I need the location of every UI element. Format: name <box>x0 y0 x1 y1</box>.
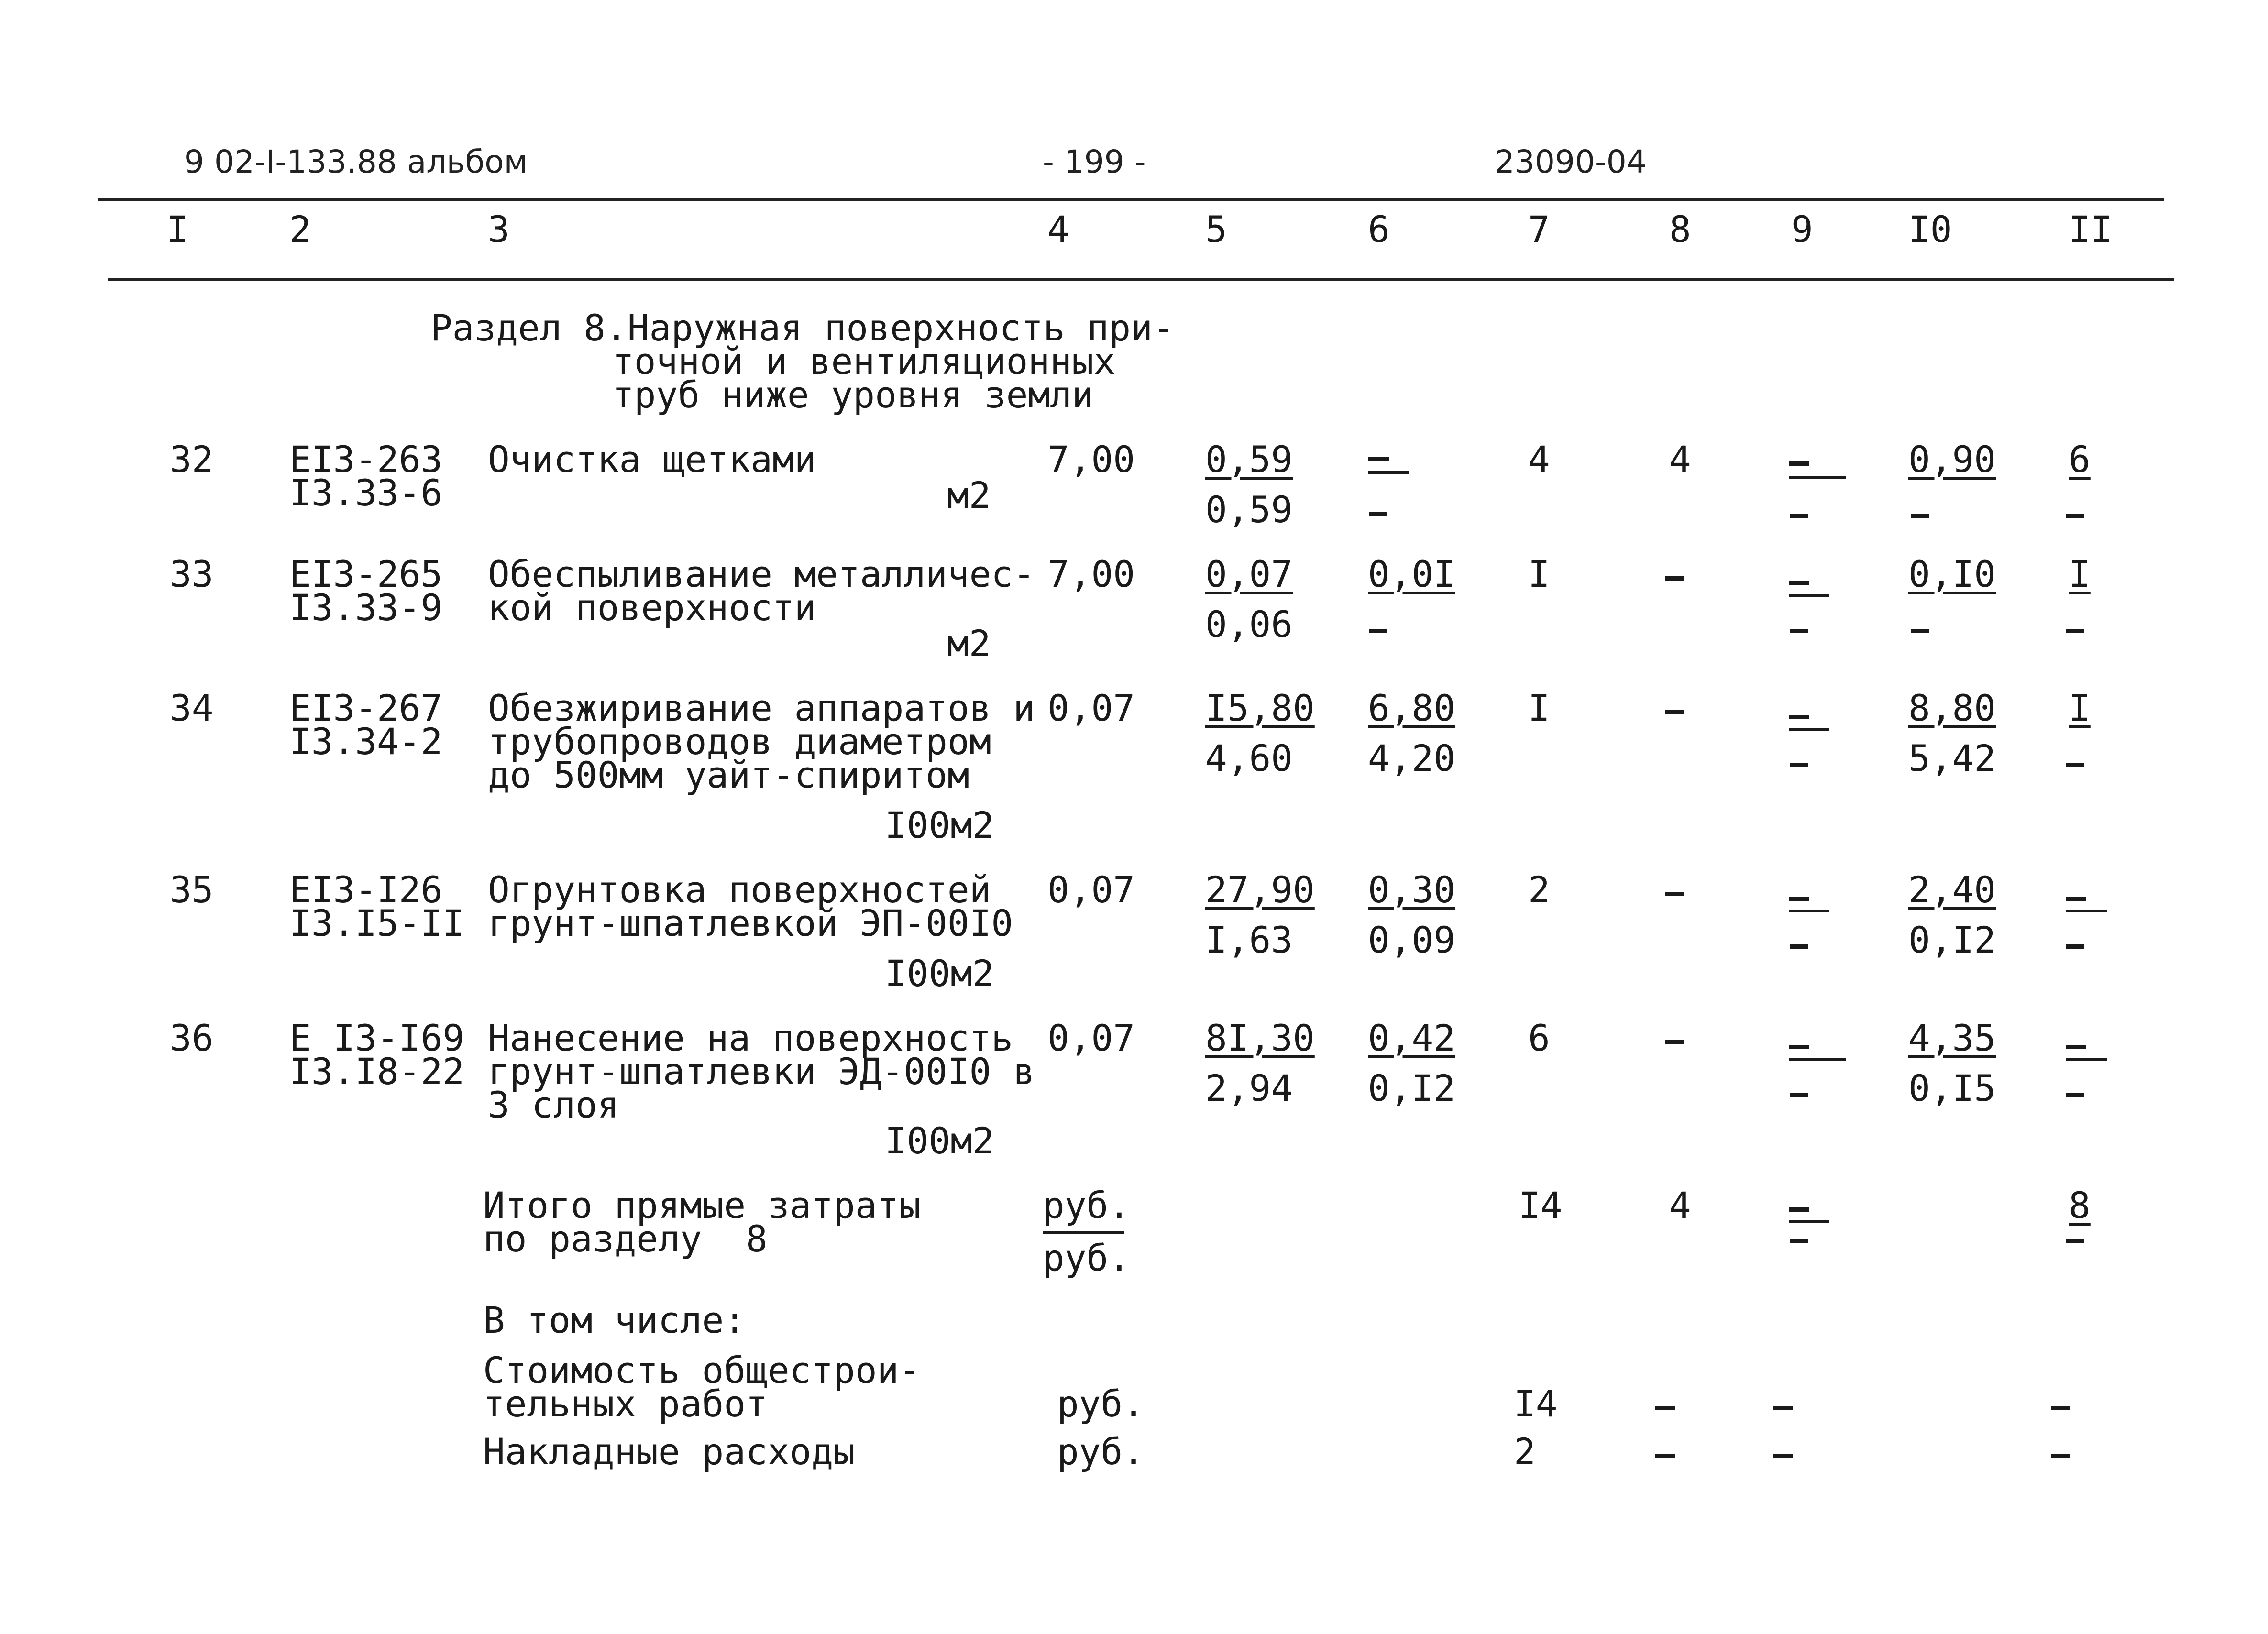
unit-cost: 8I,30 <box>1205 1017 1315 1059</box>
dash-mark <box>1773 1454 1793 1458</box>
general-works-col7: I4 <box>1514 1382 1558 1425</box>
totals-col11: 8 <box>2069 1184 2091 1227</box>
dash-mark <box>1655 1454 1675 1458</box>
col10-lower-value: 5,42 <box>1908 737 1996 779</box>
dash-mark <box>1773 1406 1793 1410</box>
col-num-2: 2 <box>289 208 311 251</box>
dash-mark <box>1655 1406 1675 1410</box>
dash-mark <box>2066 763 2084 767</box>
dash-mark <box>1789 581 1809 585</box>
col6-value: 0,42 <box>1368 1017 1456 1059</box>
unit-cost: 27,90 <box>1205 868 1315 911</box>
col-num-4: 4 <box>1047 208 1069 251</box>
col10-value: 4,35 <box>1908 1017 1996 1059</box>
unit-cost-wage: 0,06 <box>1205 603 1293 646</box>
col10-value: 2,40 <box>1908 868 1996 911</box>
dash-mark <box>2066 910 2107 912</box>
unit-of-measure: I00м2 <box>885 952 994 995</box>
norm-code: EI3-I26 <box>289 868 443 911</box>
dash-mark <box>1790 514 1808 518</box>
dash-mark <box>1789 728 1829 731</box>
section-title-line: труб ниже уровня земли <box>612 373 1094 416</box>
unit-cost: I5,80 <box>1205 687 1315 729</box>
dash-mark <box>1665 576 1684 581</box>
overhead-unit: руб. <box>1057 1430 1145 1473</box>
totals-unit: руб. <box>1043 1184 1131 1227</box>
col-num-7: 7 <box>1528 208 1550 251</box>
col6-value: 0,0I <box>1368 553 1456 595</box>
dash-mark <box>1911 514 1929 518</box>
col7-value: 4 <box>1528 438 1550 481</box>
dash-mark <box>1789 476 1846 479</box>
work-description: грунт-шпатлевки ЭД-00I0 в <box>488 1050 1035 1093</box>
col6-lower-value: 0,09 <box>1368 919 1456 961</box>
work-description: Нанесение на поверхность <box>488 1017 1013 1059</box>
col-num-3: 3 <box>488 208 510 251</box>
dash-mark <box>1790 1239 1808 1243</box>
norm-code: I3.33-9 <box>289 586 443 629</box>
dash-mark <box>1790 629 1808 633</box>
work-description: кой поверхности <box>488 586 816 629</box>
unit-cost-wage: 0,59 <box>1205 488 1293 531</box>
dash-mark <box>2066 514 2084 518</box>
totals-col8: 4 <box>1669 1184 1691 1227</box>
dash-mark <box>1789 715 1809 719</box>
norm-code: EI3-267 <box>289 687 443 729</box>
col8-value: 4 <box>1669 438 1691 481</box>
dash-mark <box>1789 461 1809 466</box>
col10-value: 0,90 <box>1908 438 1996 481</box>
row-number: 35 <box>170 868 214 911</box>
dash-mark <box>2066 1093 2084 1097</box>
table-top-rule <box>98 198 2164 201</box>
dash-mark <box>2051 1406 2070 1410</box>
col-num-6: 6 <box>1368 208 1390 251</box>
col-num-9: 9 <box>1791 208 1813 251</box>
quantity: 7,00 <box>1047 438 1135 481</box>
dash-mark <box>2051 1454 2070 1458</box>
work-description: грунт-шпатлевкой ЭП-00I0 <box>488 902 1013 944</box>
dash-mark <box>2066 1239 2084 1243</box>
quantity: 0,07 <box>1047 1017 1135 1059</box>
general-works-unit: руб. <box>1057 1382 1145 1425</box>
unit-cost: 0,59 <box>1205 438 1293 481</box>
dash-mark <box>1665 1040 1684 1044</box>
unit-cost-wage: 2,94 <box>1205 1067 1293 1109</box>
unit-cost-wage: 4,60 <box>1205 737 1293 779</box>
dash-mark <box>2066 1045 2086 1049</box>
work-description: Очистка щетками <box>488 438 816 481</box>
norm-code: EI3-265 <box>289 553 443 595</box>
unit-cost-wage: I,63 <box>1205 919 1293 961</box>
col10-lower-value: 0,I5 <box>1908 1067 1996 1109</box>
dash-mark <box>1789 897 1809 901</box>
fraction-line <box>1043 1231 1124 1234</box>
general-works-label: Стоимость общестрои- <box>483 1349 921 1392</box>
dash-mark <box>1789 1045 1809 1049</box>
norm-code: EI3-263 <box>289 438 443 481</box>
section-title-line: точной и вентиляционных <box>612 340 1116 383</box>
row-number: 32 <box>170 438 214 481</box>
dash-mark <box>1789 594 1829 597</box>
row-number: 34 <box>170 687 214 729</box>
col7-value: I <box>1528 553 1550 595</box>
work-description: Обезжиривание аппаратов и <box>488 687 1035 729</box>
quantity: 7,00 <box>1047 553 1135 595</box>
unit-of-measure: м2 <box>947 474 991 516</box>
col11-value: 6 <box>2069 438 2091 481</box>
archive-code: 23090-04 <box>1495 143 1647 180</box>
dash-mark <box>2066 629 2084 633</box>
dash-mark <box>1789 910 1829 912</box>
col6-value: 6,80 <box>1368 687 1456 729</box>
dash-mark <box>1790 763 1808 767</box>
doc-code: 9 02-I-133.88 альбом <box>184 143 528 180</box>
col6-value: 0,30 <box>1368 868 1456 911</box>
overhead-label: Накладные расходы <box>483 1430 855 1473</box>
dash-mark <box>2066 944 2084 949</box>
col-num-5: 5 <box>1205 208 1227 251</box>
col7-value: 6 <box>1528 1017 1550 1059</box>
totals-unit: руб. <box>1043 1237 1131 1279</box>
quantity: 0,07 <box>1047 868 1135 911</box>
dash-mark <box>1789 1220 1829 1223</box>
page-number: - 199 - <box>1043 143 1146 180</box>
dash-mark <box>1665 892 1684 896</box>
norm-code: I3.I5-II <box>289 902 465 944</box>
unit-of-measure: I00м2 <box>885 1119 994 1162</box>
col-num-8: 8 <box>1669 208 1691 251</box>
dash-mark <box>2066 897 2086 901</box>
norm-code: E I3-I69 <box>289 1017 465 1059</box>
unit-of-measure: I00м2 <box>885 804 994 846</box>
dash-mark <box>1368 457 1389 461</box>
unit-of-measure: м2 <box>947 622 991 665</box>
dash-mark <box>1369 512 1387 516</box>
col7-value: 2 <box>1528 868 1550 911</box>
overhead-col7: 2 <box>1514 1430 1536 1473</box>
dash-mark <box>1369 629 1387 633</box>
table-header-rule <box>108 278 2174 281</box>
work-description: Огрунтовка поверхностей <box>488 868 991 911</box>
work-description: 3 слоя <box>488 1084 619 1126</box>
quantity: 0,07 <box>1047 687 1135 729</box>
dash-mark <box>1911 629 1929 633</box>
dash-mark <box>1368 471 1409 474</box>
work-description: Обеспыливание металличес- <box>488 553 1035 595</box>
norm-code: I3.33-6 <box>289 472 443 514</box>
dash-mark <box>1789 1058 1846 1061</box>
totals-label: Итого прямые затраты <box>483 1184 921 1227</box>
col11-value: I <box>2069 553 2091 595</box>
col10-value: 0,I0 <box>1908 553 1996 595</box>
col11-value: I <box>2069 687 2091 729</box>
dash-mark <box>1789 1207 1809 1212</box>
unit-cost: 0,07 <box>1205 553 1293 595</box>
dash-mark <box>1665 710 1684 714</box>
col10-lower-value: 0,I2 <box>1908 919 1996 961</box>
col6-lower-value: 0,I2 <box>1368 1067 1456 1109</box>
row-number: 33 <box>170 553 214 595</box>
work-description: трубопроводов диаметром <box>488 720 991 763</box>
section-title-line: Раздел 8.Наружная поверхность при- <box>430 307 1175 349</box>
row-number: 36 <box>170 1017 214 1059</box>
totals-label: по разделу 8 <box>483 1217 768 1260</box>
col-num-11: II <box>2069 208 2113 251</box>
col-num-1: I <box>166 208 188 251</box>
col-num-10: I0 <box>1908 208 1952 251</box>
dash-mark <box>2066 1058 2107 1061</box>
norm-code: I3.I8-22 <box>289 1050 465 1093</box>
col10-value: 8,80 <box>1908 687 1996 729</box>
dash-mark <box>1790 1093 1808 1097</box>
norm-code: I3.34-2 <box>289 720 443 763</box>
col7-value: I <box>1528 687 1550 729</box>
col6-lower-value: 4,20 <box>1368 737 1456 779</box>
general-works-label: тельных работ <box>483 1382 768 1425</box>
including-label: В том числе: <box>483 1299 746 1341</box>
totals-col7: I4 <box>1519 1184 1563 1227</box>
work-description: до 500мм уайт-спиритом <box>488 754 969 796</box>
dash-mark <box>1790 944 1808 949</box>
